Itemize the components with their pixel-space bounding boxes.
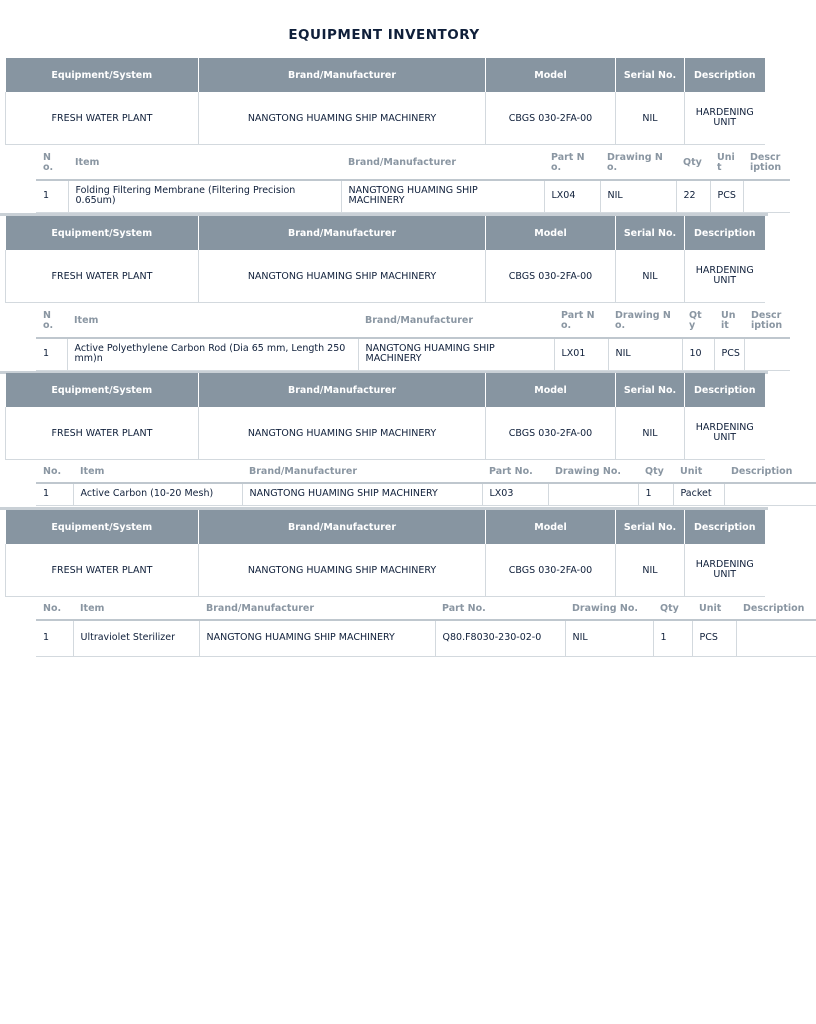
equipment-row bbox=[6, 92, 765, 145]
parts-header-item: Item bbox=[73, 461, 242, 483]
equipment-serial: NIL bbox=[616, 407, 685, 460]
part-brand: NANGTONG HUAMING SHIP MACHINERY bbox=[199, 620, 435, 656]
parts-header-drawing-no: Drawing No. bbox=[600, 146, 676, 180]
table-row bbox=[36, 338, 790, 370]
table-row bbox=[36, 620, 816, 656]
parts-header-no: No. bbox=[36, 146, 68, 180]
equipment-system: FRESH WATER PLANT bbox=[6, 544, 199, 597]
equipment-header-model: Model bbox=[486, 510, 616, 544]
part-drawing-no: NIL bbox=[600, 180, 676, 212]
parts-header-item: Item bbox=[68, 146, 341, 180]
parts-header-row bbox=[36, 146, 790, 180]
parts-header-brand: Brand/Manufacturer bbox=[358, 304, 554, 338]
part-no-index: 1 bbox=[36, 620, 73, 656]
equipment-brand: NANGTONG HUAMING SHIP MACHINERY bbox=[199, 92, 486, 145]
parts-table bbox=[36, 304, 790, 371]
equipment-header-model: Model bbox=[486, 373, 616, 407]
equipment-header-brand: Brand/Manufacturer bbox=[199, 373, 486, 407]
equipment-model: CBGS 030-2FA-00 bbox=[486, 544, 616, 597]
part-brand: NANGTONG HUAMING SHIP MACHINERY bbox=[341, 180, 544, 212]
parts-header-drawing-no: Drawing No. bbox=[548, 461, 638, 483]
part-description bbox=[744, 338, 790, 370]
part-drawing-no: NIL bbox=[565, 620, 653, 656]
equipment-brand: NANGTONG HUAMING SHIP MACHINERY bbox=[199, 407, 486, 460]
equipment-header-model: Model bbox=[486, 58, 616, 92]
part-number: LX04 bbox=[544, 180, 600, 212]
equipment-row bbox=[6, 250, 765, 303]
equipment-serial: NIL bbox=[616, 92, 685, 145]
parts-table bbox=[36, 146, 790, 213]
part-item: Active Polyethylene Carbon Rod (Dia 65 mm, Length 250 mm)n bbox=[67, 338, 358, 370]
equipment-header-brand: Brand/Manufacturer bbox=[199, 216, 486, 250]
part-drawing-no: NIL bbox=[608, 338, 682, 370]
equipment-row bbox=[6, 544, 765, 597]
parts-header-row bbox=[36, 304, 790, 338]
table-row bbox=[36, 483, 816, 505]
parts-header-unit: Unit bbox=[692, 598, 736, 620]
part-brand: NANGTONG HUAMING SHIP MACHINERY bbox=[242, 483, 482, 505]
parts-header-part-no: Part No. bbox=[554, 304, 608, 338]
equipment-header-row bbox=[6, 216, 765, 250]
parts-table bbox=[36, 598, 816, 657]
part-no-index: 1 bbox=[36, 338, 67, 370]
parts-header-qty: Qty bbox=[682, 304, 714, 338]
part-no-index: 1 bbox=[36, 483, 73, 505]
equipment-header-description: Description bbox=[685, 58, 765, 92]
part-item: Active Carbon (10-20 Mesh) bbox=[73, 483, 242, 505]
part-description bbox=[736, 620, 816, 656]
parts-header-unit: Unit bbox=[714, 304, 744, 338]
equipment-header-brand: Brand/Manufacturer bbox=[199, 510, 486, 544]
equipment-system: FRESH WATER PLANT bbox=[6, 92, 199, 145]
parts-header-qty: Qty bbox=[638, 461, 673, 483]
part-qty: 1 bbox=[638, 483, 673, 505]
equipment-header-row bbox=[6, 510, 765, 544]
equipment-header-system: Equipment/System bbox=[6, 58, 199, 92]
equipment-header-brand: Brand/Manufacturer bbox=[199, 58, 486, 92]
part-brand: NANGTONG HUAMING SHIP MACHINERY bbox=[358, 338, 554, 370]
equipment-header-system: Equipment/System bbox=[6, 373, 199, 407]
part-no-index: 1 bbox=[36, 180, 68, 212]
parts-header-brand: Brand/Manufacturer bbox=[242, 461, 482, 483]
page-title: EQUIPMENT INVENTORY bbox=[288, 27, 480, 43]
equipment-table bbox=[5, 216, 765, 303]
equipment-header-serial: Serial No. bbox=[616, 216, 685, 250]
equipment-brand: NANGTONG HUAMING SHIP MACHINERY bbox=[199, 544, 486, 597]
equipment-description: HARDENING UNIT bbox=[685, 250, 765, 303]
part-item: Ultraviolet Sterilizer bbox=[73, 620, 199, 656]
part-number: LX03 bbox=[482, 483, 548, 505]
part-qty: 10 bbox=[682, 338, 714, 370]
parts-header-description: Description bbox=[744, 304, 790, 338]
parts-header-unit: Unit bbox=[673, 461, 724, 483]
part-number: Q80.F8030-230-02-0 bbox=[435, 620, 565, 656]
part-item: Folding Filtering Membrane (Filtering Precision 0.65um) bbox=[68, 180, 341, 212]
part-unit: Packet bbox=[673, 483, 724, 505]
equipment-header-system: Equipment/System bbox=[6, 510, 199, 544]
parts-header-item: Item bbox=[67, 304, 358, 338]
parts-table-container bbox=[36, 304, 783, 372]
equipment-model: CBGS 030-2FA-00 bbox=[486, 407, 616, 460]
parts-header-no: No. bbox=[36, 598, 73, 620]
equipment-header-row bbox=[6, 373, 765, 407]
parts-header-brand: Brand/Manufacturer bbox=[199, 598, 435, 620]
parts-header-qty: Qty bbox=[653, 598, 692, 620]
equipment-header-system: Equipment/System bbox=[6, 216, 199, 250]
equipment-header-serial: Serial No. bbox=[616, 373, 685, 407]
part-drawing-no bbox=[548, 483, 638, 505]
equipment-header-model: Model bbox=[486, 216, 616, 250]
equipment-table bbox=[5, 510, 765, 597]
equipment-header-row bbox=[6, 58, 765, 92]
equipment-serial: NIL bbox=[616, 250, 685, 303]
parts-header-item: Item bbox=[73, 598, 199, 620]
part-unit: PCS bbox=[710, 180, 743, 212]
part-qty: 22 bbox=[676, 180, 710, 212]
equipment-table bbox=[5, 373, 765, 460]
parts-header-part-no: Part No. bbox=[544, 146, 600, 180]
equipment-header-serial: Serial No. bbox=[616, 58, 685, 92]
equipment-description: HARDENING UNIT bbox=[685, 544, 765, 597]
part-unit: PCS bbox=[714, 338, 744, 370]
parts-table bbox=[36, 461, 816, 506]
equipment-table bbox=[5, 58, 765, 145]
equipment-system: FRESH WATER PLANT bbox=[6, 250, 199, 303]
part-number: LX01 bbox=[554, 338, 608, 370]
part-unit: PCS bbox=[692, 620, 736, 656]
equipment-header-description: Description bbox=[685, 373, 765, 407]
parts-header-brand: Brand/Manufacturer bbox=[341, 146, 544, 180]
equipment-system: FRESH WATER PLANT bbox=[6, 407, 199, 460]
equipment-header-description: Description bbox=[685, 510, 765, 544]
parts-header-qty: Qty bbox=[676, 146, 710, 180]
equipment-model: CBGS 030-2FA-00 bbox=[486, 250, 616, 303]
parts-table-container bbox=[36, 461, 793, 509]
equipment-description: HARDENING UNIT bbox=[685, 92, 765, 145]
parts-header-description: Description bbox=[743, 146, 790, 180]
parts-header-row bbox=[36, 598, 816, 620]
part-description bbox=[743, 180, 790, 212]
equipment-serial: NIL bbox=[616, 544, 685, 597]
equipment-model: CBGS 030-2FA-00 bbox=[486, 92, 616, 145]
parts-header-row bbox=[36, 461, 816, 483]
part-description bbox=[724, 483, 816, 505]
equipment-header-serial: Serial No. bbox=[616, 510, 685, 544]
parts-header-description: Description bbox=[724, 461, 816, 483]
parts-header-no: No. bbox=[36, 304, 67, 338]
table-row bbox=[36, 180, 790, 212]
equipment-row bbox=[6, 407, 765, 460]
parts-table-container bbox=[36, 146, 782, 214]
equipment-header-description: Description bbox=[685, 216, 765, 250]
parts-header-drawing-no: Drawing No. bbox=[608, 304, 682, 338]
parts-header-part-no: Part No. bbox=[435, 598, 565, 620]
parts-header-no: No. bbox=[36, 461, 73, 483]
equipment-brand: NANGTONG HUAMING SHIP MACHINERY bbox=[199, 250, 486, 303]
parts-header-description: Description bbox=[736, 598, 816, 620]
parts-table-container bbox=[36, 598, 805, 658]
equipment-description: HARDENING UNIT bbox=[685, 407, 765, 460]
parts-header-unit: Unit bbox=[710, 146, 743, 180]
parts-header-part-no: Part No. bbox=[482, 461, 548, 483]
part-qty: 1 bbox=[653, 620, 692, 656]
parts-header-drawing-no: Drawing No. bbox=[565, 598, 653, 620]
